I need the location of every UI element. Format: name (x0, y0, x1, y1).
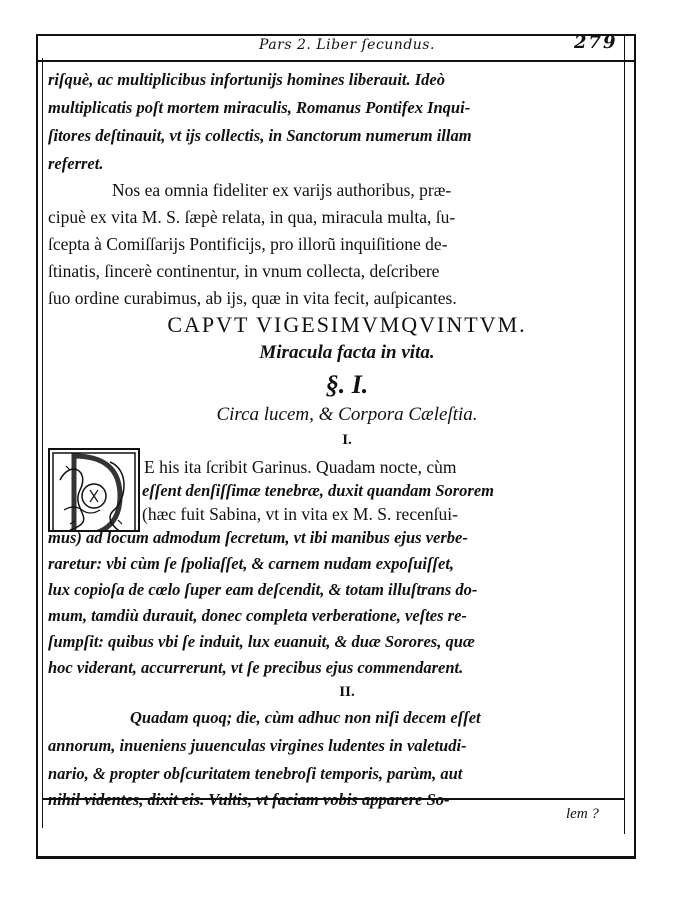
part-number: I. (342, 432, 352, 448)
text-line: ſumpſit: quibus vbi ſe induit, lux euanuit, & duæ Sorores, quæ (48, 632, 475, 651)
text-line: ſitores deſtinauit, vt ijs collectis, in Sanctorum numerum illam (48, 126, 472, 145)
text-line: mum, tamdiù durauit, donec completa verberatione, veſtes re- (48, 606, 467, 625)
text-line: annorum, inueniens juuenculas virgines ludentes in valetudi- (48, 736, 467, 755)
text-line: Nos ea omnia fideliter ex varijs authoribus, præ- (112, 180, 452, 200)
chapter-subheading: Miracula facta in vita. (259, 342, 435, 363)
text-line: (hæc fuit Sabina, vt in vita ex M. S. recenſui- (142, 504, 458, 524)
text-line: lux copioſa de cœlo ſuper eam deſcendit, & totam illuſtrans do- (48, 580, 478, 599)
section-mark: §. I. (325, 370, 369, 399)
text-line: riſquè, ac multiplicibus infortunijs homines liberauit. Ideò (48, 70, 445, 89)
text-line: multiplicatis poſt mortem miraculis, Romanus Pontifex Inqui- (48, 98, 471, 117)
text-line: raretur: vbi cùm ſe ſpoliaſſet, & carnem nudam expoſuiſſet, (48, 554, 455, 573)
text-line: hoc viderant, accurrerunt, vt ſe precibus ejus commendarent. (48, 658, 464, 677)
text-line: referret. (48, 154, 104, 173)
part-number: II. (339, 684, 355, 700)
text-line: ſcepta à Comiſſarijs Pontificijs, pro illorũ inquiſitione de- (48, 234, 448, 254)
text-line: cipuè ex vita M. S. ſæpè relata, in qua, miracula multa, ſu- (48, 207, 456, 227)
text-line: eſſent denſiſſimæ tenebræ, duxit quandam Sororem (142, 481, 495, 500)
running-head: Pars 2. Liber ſecundus. (259, 37, 435, 53)
catchword: lem ? (566, 806, 599, 822)
page-number: 279 (574, 32, 618, 53)
text-line: nario, & propter obſcuritatem tenebroſi temporis, parùm, aut (48, 764, 463, 783)
text-line: E his ita ſcribit Garinus. Quadam nocte, cùm (144, 457, 457, 477)
section-title: Circa lucem, & Corpora Cæleſtia. (216, 404, 478, 425)
text-line: Quadam quoq; die, cùm adhuc non niſi decem eſſet (130, 708, 481, 727)
text-line: ſuo ordine curabimus, ab ijs, quæ in vita fecit, auſpicantes. (48, 288, 457, 308)
initial-ornament-icon (50, 450, 138, 532)
text-line: ſtinatis, ſincerè continentur, in vnum collecta, deſcribere (48, 261, 440, 281)
chapter-heading: CAPVT VIGESIMVMQVINTVM. (167, 312, 527, 337)
text-line: mus) ad locum admodum ſecretum, vt ibi manibus ejus verbe- (48, 528, 468, 547)
decorated-initial-d (48, 448, 140, 532)
header-rule (36, 60, 634, 62)
text-line-last: nihil videntes, dixit eis. Vultis, vt faciam vobis apparere So- (48, 790, 450, 809)
